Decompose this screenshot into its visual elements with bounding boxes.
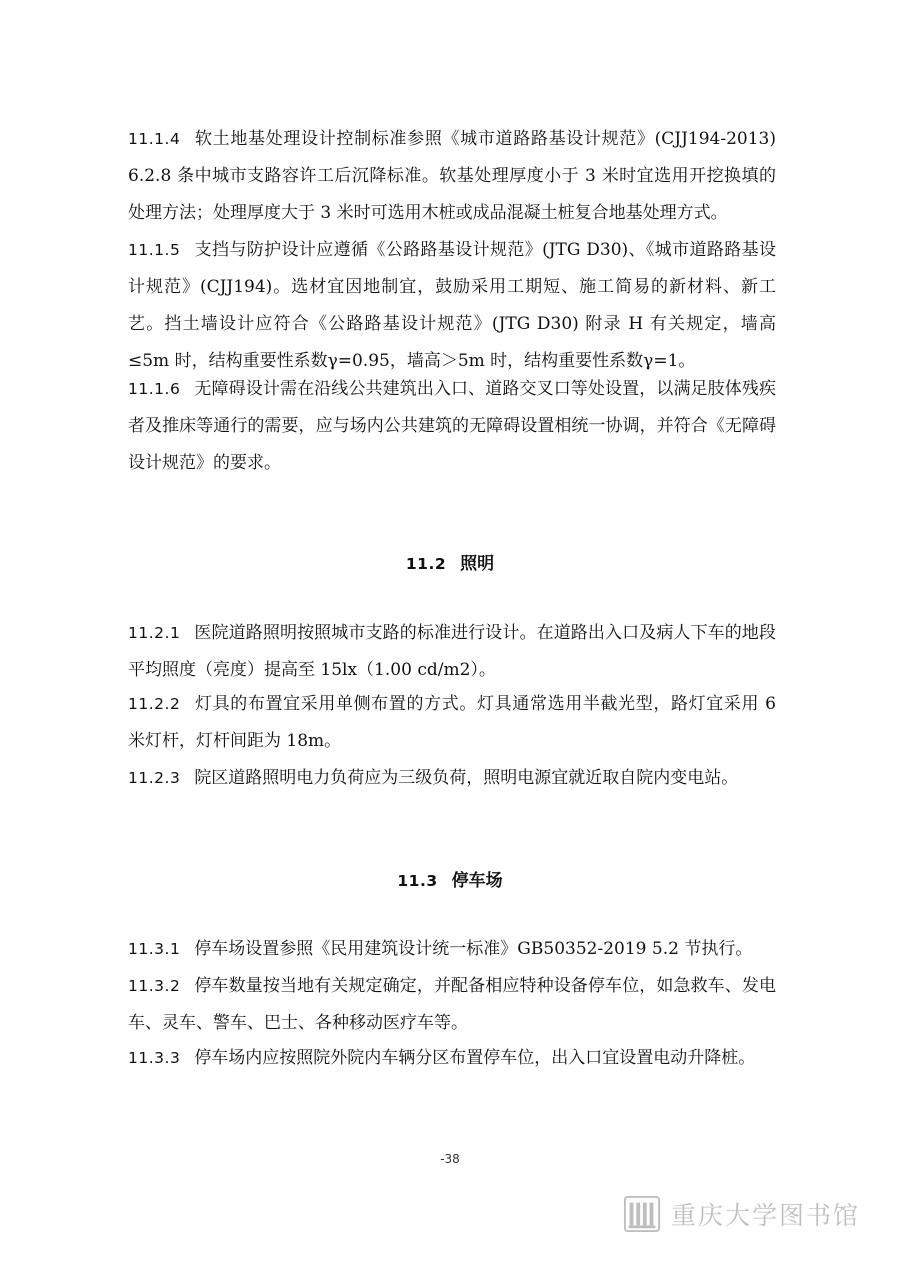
clause-text: 院区道路照明电力负荷应为三级负荷，照明电源宜就近取自院内变电站。 xyxy=(194,768,739,788)
clause-number: 11.3.1 xyxy=(128,940,181,958)
clause-text: 无障碍设计需在沿线公共建筑出入口、道路交叉口等处设置，以满足肢体残疾者及推床等通行的需要，应与场内公共建筑的无障碍设置相统一协调，并符合《无障碍设计规范》的要求。 xyxy=(128,379,776,473)
section-heading-11-2 xyxy=(0,549,900,579)
clause-11-1-5 xyxy=(128,232,776,380)
clause-11-2-2 xyxy=(128,686,776,760)
section-heading-11-3 xyxy=(0,866,900,896)
clause-text: 停车场内应按照院外院内车辆分区布置停车位，出入口宜设置电动升降桩。 xyxy=(194,1048,756,1068)
clause-number: 11.1.4 xyxy=(128,130,181,148)
clause-number: 11.3.2 xyxy=(128,977,181,995)
clause-number: 11.2.2 xyxy=(128,695,181,713)
clause-11-2-1 xyxy=(128,615,776,689)
clause-text: 医院道路照明按照城市支路的标准进行设计。在道路出入口及病人下车的地段平均照度（亮度）提高至 15lx（1.00 cd/m2）。 xyxy=(128,623,776,680)
clause-text: 停车场设置参照《民用建筑设计统一标准》GB50352-2019 5.2 节执行。 xyxy=(194,939,753,959)
clause-number: 11.3.3 xyxy=(128,1049,181,1067)
page-number: -38 xyxy=(440,1152,460,1166)
clause-number: 11.2.3 xyxy=(128,769,181,787)
section-number: 11.2 xyxy=(405,555,447,573)
clause-11-1-4 xyxy=(128,121,776,232)
clause-11-2-3 xyxy=(128,760,776,797)
clause-11-3-2 xyxy=(128,968,776,1042)
clause-11-3-3 xyxy=(128,1040,776,1077)
clause-11-1-6 xyxy=(128,371,776,482)
watermark-text: 重庆大学图书馆 xyxy=(670,1201,860,1230)
clause-number: 11.1.5 xyxy=(128,241,181,259)
clause-number: 11.2.1 xyxy=(128,624,181,642)
section-title: 停车场 xyxy=(451,871,503,891)
library-watermark xyxy=(623,1193,860,1235)
clause-number: 11.1.6 xyxy=(128,380,181,398)
library-logo-icon xyxy=(623,1195,661,1233)
section-title: 照明 xyxy=(460,554,495,574)
clause-text: 软土地基处理设计控制标准参照《城市道路路基设计规范》(CJJ194-2013) 6.2.8 条中城市支路容许工后沉降标准。软基处理厚度小于 3 米时宜选用开挖换填的处理方法；处理厚度大于 3 米时可选用木桩或成品混凝土桩复合地基处理方式。 xyxy=(128,129,776,223)
clause-text: 灯具的布置宜采用单侧布置的方式。灯具通常选用半截光型，路灯宜采用 6 米灯杆，灯杆间距为 18m。 xyxy=(128,694,776,751)
clause-text: 停车数量按当地有关规定确定，并配备相应特种设备停车位，如急救车、发电车、灵车、警车、巴士、各种移动医疗车等。 xyxy=(128,976,776,1033)
section-number: 11.3 xyxy=(397,872,438,890)
clause-text: 支挡与防护设计应遵循《公路路基设计规范》(JTG D30)、《城市道路路基设计规范》(CJJ194)。选材宜因地制宜，鼓励采用工期短、施工简易的新材料、新工艺。挡土墙设计应符合《公路路基设计规范》(JTG D30) 附录 H 有关规定，墙高≤5m 时，结构重要性系数γ=0.95，墙高＞5m 时，结构重要性系数γ=1。 xyxy=(128,240,776,371)
clause-11-3-1 xyxy=(128,931,776,968)
